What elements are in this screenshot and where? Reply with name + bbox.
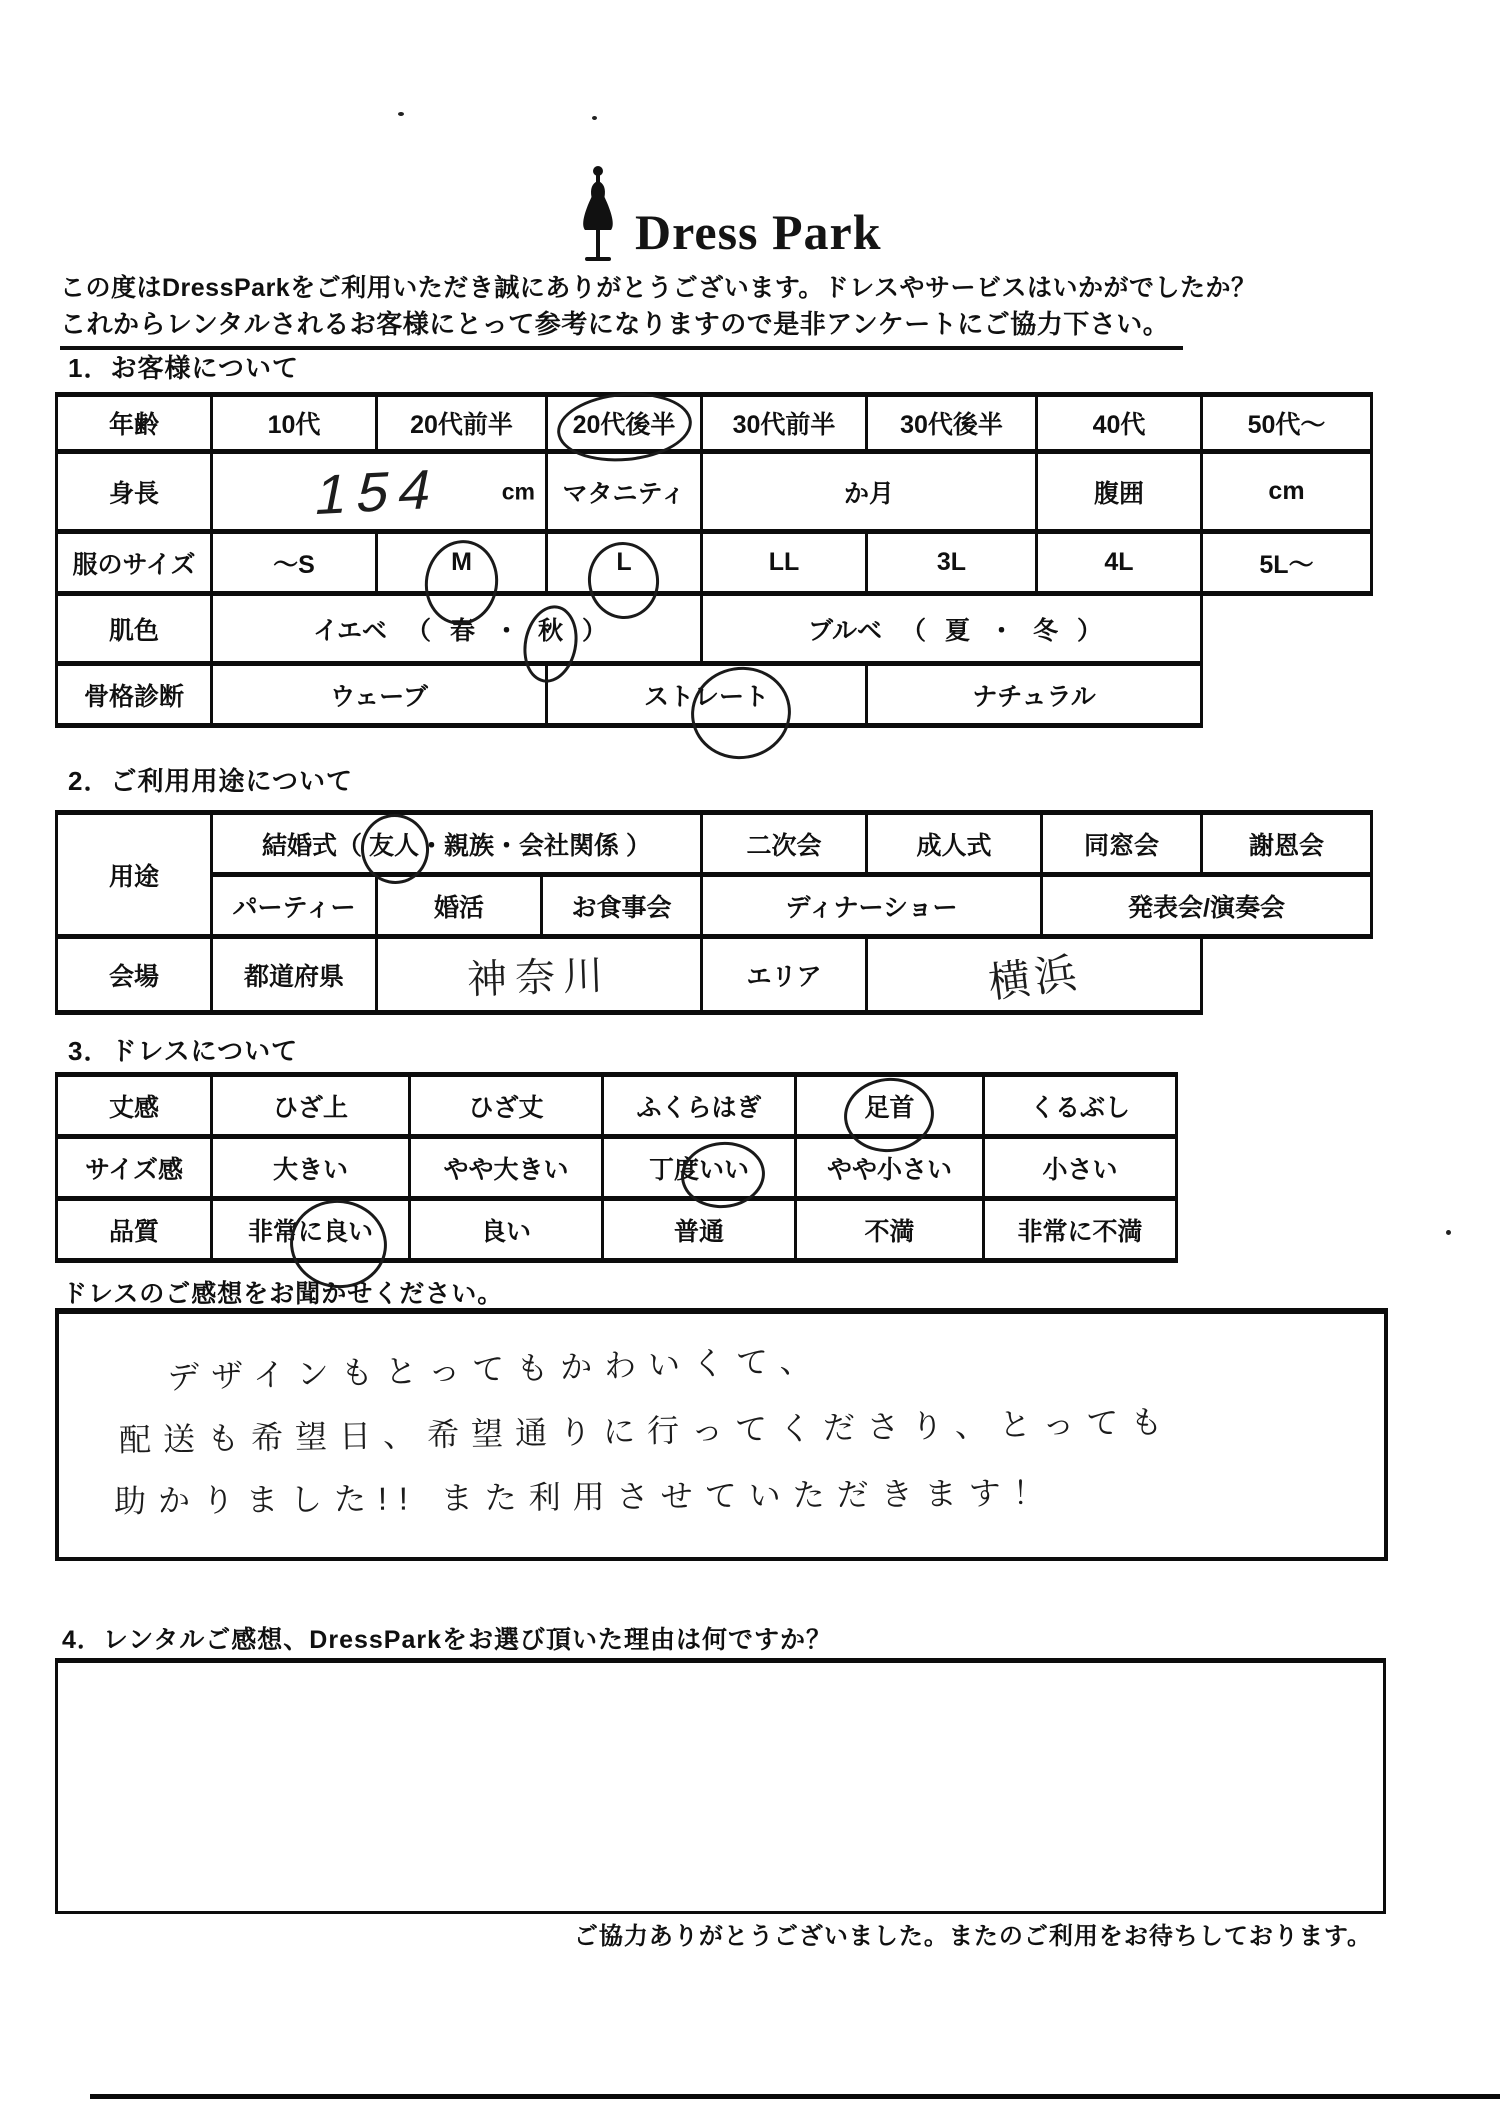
- usage-option: ディナーショー: [702, 875, 1042, 937]
- usage-option: 謝恩会: [1202, 813, 1372, 875]
- maternity-cell: マタニティ: [547, 452, 702, 532]
- length-option-selected: [796, 1075, 984, 1137]
- usage-option: 同窓会: [1042, 813, 1202, 875]
- usage-row-2: [57, 875, 1372, 937]
- area-value-cell: [867, 937, 1202, 1013]
- paren: ）: [1077, 616, 1103, 645]
- skin-option-winter: 冬: [1033, 616, 1059, 645]
- intro-thanks-text: この度はDressParkをご利用いただき誠にありがとうございます。ドレスやサービスはいかがでしたか？: [60, 274, 1257, 302]
- area-label-cell: エリア: [702, 937, 867, 1013]
- size-option-selected: [377, 532, 547, 594]
- height-unit: cm: [501, 478, 535, 504]
- usage-option: 婚活: [377, 875, 542, 937]
- dress-form-icon: [575, 165, 621, 269]
- size-option: LL: [702, 532, 867, 594]
- dress-feedback-table: [55, 1072, 1178, 1263]
- section1-heading: 1．お客様について: [68, 353, 299, 383]
- customer-info-table: [55, 392, 1373, 728]
- skin-warm-cell: [212, 594, 702, 664]
- frame-option: ウェーブ: [212, 664, 547, 726]
- waist-unit-cell: cm: [1202, 452, 1372, 532]
- skin-label-cell: 肌色: [57, 594, 212, 664]
- quality-label-cell: 品質: [57, 1199, 212, 1261]
- usage-option: お食事会: [542, 875, 702, 937]
- scan-speck: [398, 112, 404, 116]
- quality-option: 非常に不満: [984, 1199, 1177, 1261]
- circled-selection: 丁度いい: [649, 1150, 749, 1186]
- circled-selection: M: [451, 548, 472, 576]
- age-option: 40代: [1037, 395, 1202, 452]
- quality-option: 普通: [603, 1199, 796, 1261]
- paren: （: [405, 616, 431, 645]
- length-row: [57, 1075, 1177, 1137]
- fit-option: やや大きい: [410, 1137, 603, 1199]
- circled-selection: L: [616, 548, 632, 576]
- size-option: 5L～: [1202, 532, 1372, 594]
- age-row: [57, 395, 1372, 452]
- fit-label-cell: サイズ感: [57, 1137, 212, 1199]
- length-option: くるぶし: [984, 1075, 1177, 1137]
- size-option: 3L: [867, 532, 1037, 594]
- skin-tone-row: [57, 594, 1372, 664]
- quality-option: 良い: [410, 1199, 603, 1261]
- intro-request-text: これからレンタルされるお客様にとって参考になりますので是非アンケートにご協力下さい。: [60, 304, 1183, 350]
- size-row: [57, 532, 1372, 594]
- footer-thanks-text: ご協力ありがとうございました。またのご利用をお待ちしております。: [573, 1923, 1372, 1950]
- age-option: 30代前半: [702, 395, 867, 452]
- age-option-selected: [547, 395, 702, 452]
- skin-cool-cell: [702, 594, 1202, 664]
- size-option-selected: [547, 532, 702, 594]
- paren: ）: [582, 616, 608, 645]
- usage-option: 発表会/演奏会: [1042, 875, 1372, 937]
- frame-option-selected: [547, 664, 867, 726]
- circled-selection: 秋: [538, 611, 563, 647]
- usage-option: パーティー: [212, 875, 377, 937]
- usage-option-wedding: [212, 813, 702, 875]
- skin-option-spring: 春: [449, 616, 475, 645]
- maternity-months-cell: か月: [702, 452, 1037, 532]
- handwritten-comment-line: 配送も希望日、希望通りに行ってくださり、とっても: [118, 1403, 1175, 1459]
- fit-option: 大きい: [212, 1137, 410, 1199]
- frame-label-cell: 骨格診断: [57, 664, 212, 726]
- skin-cool-label: ブルベ: [807, 616, 882, 645]
- usage-table: [55, 810, 1373, 1015]
- section4-heading: 4．レンタルご感想、DressParkをお選び頂いた理由は何ですか？: [62, 1626, 832, 1654]
- age-option: 50代～: [1202, 395, 1372, 452]
- fit-row: [57, 1137, 1177, 1199]
- skin-warm-label: イエベ: [312, 616, 387, 645]
- fit-option-selected: [603, 1137, 796, 1199]
- handwritten-area: 横浜: [985, 948, 1083, 1006]
- quality-option-selected: [212, 1199, 410, 1261]
- length-option: ひざ上: [212, 1075, 410, 1137]
- brand-logo: [575, 165, 882, 269]
- fit-option: やや小さい: [796, 1137, 984, 1199]
- quality-option: 不満: [796, 1199, 984, 1261]
- size-option: 4L: [1037, 532, 1202, 594]
- prefecture-label-cell: 都道府県: [212, 937, 377, 1013]
- paren: （: [900, 616, 926, 645]
- waist-label-cell: 腹囲: [1037, 452, 1202, 532]
- circled-selection: ストレート: [644, 677, 769, 713]
- separator-dot: ・: [494, 616, 520, 645]
- length-label-cell: 丈感: [57, 1075, 212, 1137]
- height-row: [57, 452, 1372, 532]
- circled-selection: 非常に良い: [248, 1212, 373, 1248]
- scan-speck: [1446, 1230, 1451, 1235]
- comment-heading: ドレスのご感想をお聞かせください。: [62, 1280, 504, 1308]
- venue-row: [57, 937, 1372, 1013]
- handwritten-prefecture: 神奈川: [466, 953, 612, 1003]
- reason-box: [55, 1658, 1386, 1914]
- age-label-cell: 年齢: [57, 395, 212, 452]
- section3-heading: 3．ドレスについて: [68, 1036, 299, 1066]
- handwritten-comment-line: デザインもとってもかわいくて、: [166, 1342, 824, 1396]
- circled-selection: 足首: [864, 1088, 914, 1124]
- size-label-cell: 服のサイズ: [57, 532, 212, 594]
- handwritten-comment-line: 助かりました!! また利用させていただきます！: [113, 1474, 1057, 1520]
- separator-dot: ・: [989, 616, 1015, 645]
- height-value-cell: [212, 452, 547, 532]
- section2-heading: 2．ご利用用途について: [68, 766, 353, 796]
- age-option: 30代後半: [867, 395, 1037, 452]
- scan-speck: [592, 116, 597, 120]
- age-option: 20代前半: [377, 395, 547, 452]
- usage-row-1: [57, 813, 1372, 875]
- usage-option: 成人式: [867, 813, 1042, 875]
- size-option: ～S: [212, 532, 377, 594]
- prefecture-value-cell: [377, 937, 702, 1013]
- length-option: ひざ丈: [410, 1075, 603, 1137]
- wedding-suffix: ・親族・会社関係 ）: [419, 831, 651, 860]
- frame-option: ナチュラル: [867, 664, 1202, 726]
- length-option: ふくらはぎ: [603, 1075, 796, 1137]
- circled-selection: 20代後半: [573, 405, 676, 441]
- age-option: 10代: [212, 395, 377, 452]
- skin-option-summer: 夏: [944, 616, 970, 645]
- wedding-prefix: 結婚式（: [262, 831, 369, 860]
- scan-artifact-line: [90, 2094, 1500, 2099]
- circled-selection: 友人: [369, 826, 419, 862]
- usage-option: 二次会: [702, 813, 867, 875]
- height-label-cell: 身長: [57, 452, 212, 532]
- quality-row: [57, 1199, 1177, 1261]
- venue-label-cell: 会場: [57, 937, 212, 1013]
- handwritten-height: 154: [310, 456, 448, 527]
- purpose-label-cell: 用途: [57, 813, 212, 937]
- fit-option: 小さい: [984, 1137, 1177, 1199]
- brand-name: Dress Park: [635, 204, 882, 260]
- comment-box: [55, 1308, 1388, 1561]
- body-frame-row: [57, 664, 1372, 726]
